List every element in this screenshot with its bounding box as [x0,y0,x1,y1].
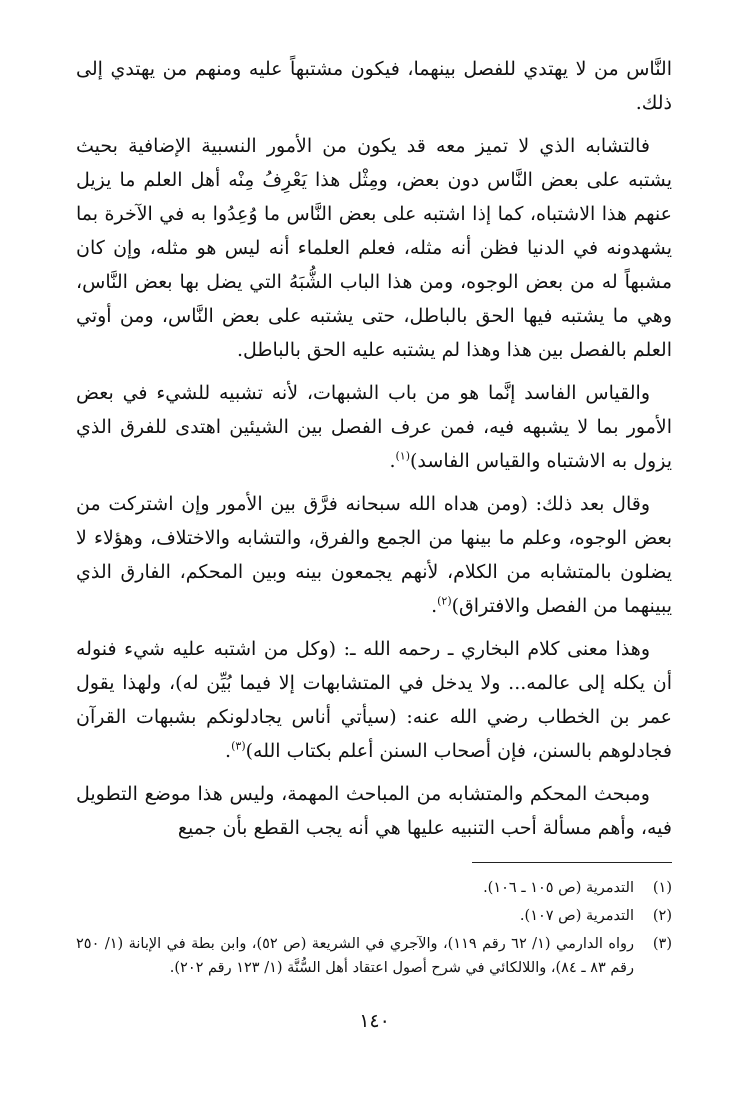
paragraph-5: وهذا معنى كلام البخاري ـ رحمه الله ـ: (وكل من اشتبه عليه شيء فنوله أن يكله إلى عالمه... ولا يدخل في المتشابهات إلا فيما بُيِّن له)، ولهذا يقول عمر بن الخطاب رضي الله عنه: (سيأتي أناس يجادلونكم بشبهات القرآن فجادلوهم بالسنن، فإن أصحاب السنن أعلم بكتاب الله)$^{(٣)}$. [76,638,672,762]
main-text [76,52,672,845]
footnotes [76,876,672,984]
footnote-ref-1: (١) [395,449,411,463]
footnote-divider [472,862,672,863]
paragraph-3: والقياس الفاسد إنَّما هو من باب الشبهات، لأنه تشبيه للشيء في بعض الأمور بما لا يشبهه فيه، فمن عرف الفصل بين الشيئين اهتدى للفرق الذي يزول به الاشتباه والقياس الفاسد)$^{(١)}$. [76,382,672,472]
footnote-ref-2: (٢) [437,594,452,608]
paragraph-1: النَّاس من لا يهتدي للفصل بينهما، فيكون مشتبهاً عليه ومنهم من يهتدي إلى ذلك. [76,58,672,114]
footnote-text: التدمرية (ص ١٠٧). [519,908,634,924]
page-body [76,52,672,845]
footnote-1 [76,876,672,900]
footnote-3 [76,932,672,980]
footnote-number: (٣) [652,936,672,952]
footnote-number: (٢) [652,908,672,924]
footnote-text: التدمرية (ص ١٠٥ ـ ١٠٦). [483,880,634,896]
footnote-text: رواه الدارمي (١/ ٦٢ رقم ١١٩)، والآجري في الشريعة (ص ٥٢)، وابن بطة في الإبانة (١/ ٢٥٠ رقم ٨٣ ـ ٨٤)، واللالكائي في شرح أصول اعتقاد أهل السُّنَّة (١/ ١٢٣ رقم ٢٠٢). [76,936,634,976]
paragraph-2: فالتشابه الذي لا تميز معه قد يكون من الأمور النسبية الإضافية بحيث يشتبه على بعض النَّاس دون بعض، ومِثْل هذا يَعْرِفُ مِنْه أهل العلم ما يزيل عنهم هذا الاشتباه، كما إذا اشتبه على بعض النَّاس ما وُعِدُوا به في الآخرة بما يشهدونه في الدنيا فظن أنه مثله، فعلم العلماء أنه ليس هو مثله، وإن كان مشبهاً له من بعض الوجوه، ومن هذا الباب الشُّبَهُ التي يضل بها بعض النَّاس، وهي ما يشتبه فيها الحق بالباطل، حتى يشتبه على بعض النَّاس، ومن أوتي العلم بالفصل بين هذا وهذا لم يشتبه عليه الحق بالباطل. [76,135,672,361]
paragraph-6: ومبحث المحكم والمتشابه من المباحث المهمة، وليس هذا موضع التطويل فيه، وأهم مسألة أحب التنبيه عليها هي أنه يجب القطع بأن جميع [76,783,672,839]
footnote-ref-3: (٣) [231,739,246,753]
paragraph-4: وقال بعد ذلك: (ومن هداه الله سبحانه فرَّق بين الأمور وإن اشتركت من بعض الوجوه، وعلم ما بينها من الجمع والفرق، والتشابه والاختلاف، وهؤلاء لا يضلون بالمتشابه من الكلام، لأنهم يجمعون بينه وبين المحكم، الفارق الذي يبينهما من الفصل والافتراق)$^{(٢)}$. [76,493,672,617]
footnote-2 [76,904,672,928]
footnote-number: (١) [652,880,672,896]
page-number: ١٤٠ [359,1010,390,1032]
